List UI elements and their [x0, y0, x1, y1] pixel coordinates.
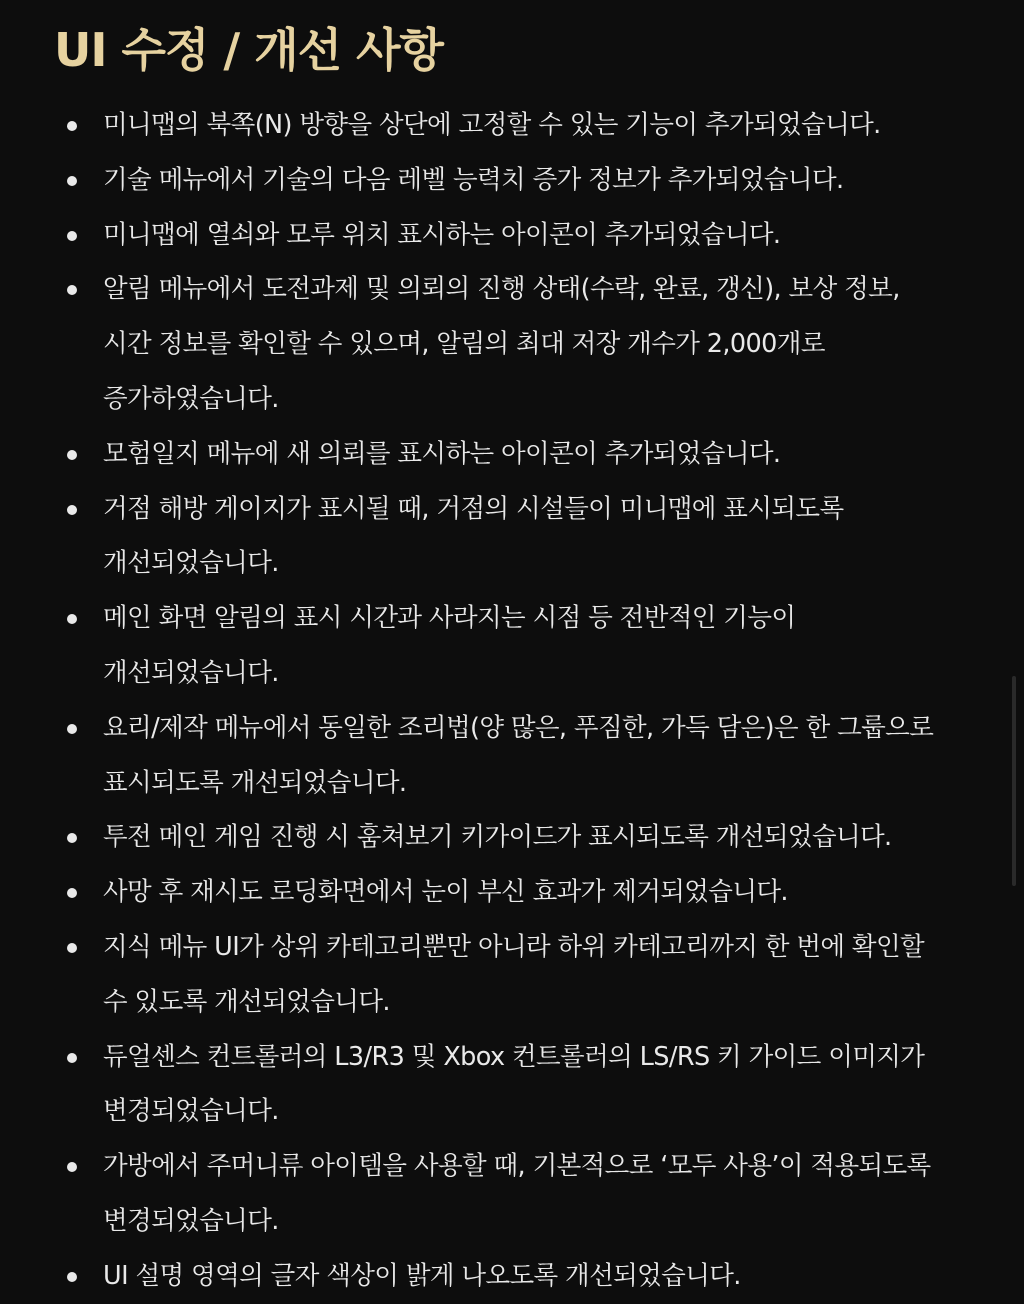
section-title: UI 수정 / 개선 사항 — [54, 23, 443, 77]
bullet-icon — [67, 121, 77, 131]
list-item — [0, 920, 1000, 1030]
bullet-icon — [67, 285, 77, 295]
list-item-text: 개선되었습니다. — [103, 657, 279, 688]
list-item — [0, 1139, 1000, 1249]
list-item-text: 시간 정보를 확인할 수 있으며, 알림의 최대 저장 개수가 2,000개로 — [103, 329, 825, 360]
list-item-text: 수 있도록 개선되었습니다. — [103, 986, 390, 1017]
list-item-text: 표시되도록 개선되었습니다. — [103, 767, 407, 798]
list-item-text: UI 설명 영역의 글자 색상이 밝게 나오도록 개선되었습니다. — [103, 1260, 741, 1291]
list-item — [0, 701, 1000, 811]
bullet-icon — [67, 1272, 77, 1282]
list-item-text: 메인 화면 알림의 표시 시간과 사라지는 시점 등 전반적인 기능이 — [103, 603, 796, 634]
list-item-text: 개선되었습니다. — [103, 548, 279, 579]
list-item — [0, 1249, 1000, 1304]
bullet-icon — [67, 1053, 77, 1063]
list-item — [0, 262, 1000, 426]
list-item — [0, 427, 1000, 482]
list-item-text: 변경되었습니다. — [103, 1096, 279, 1127]
list-item-text: 거점 해방 게이지가 표시될 때, 거점의 시설들이 미니맵에 표시되도록 — [103, 493, 844, 524]
list-item — [0, 591, 1000, 701]
list-item-text: 미니맵에 열쇠와 모루 위치 표시하는 아이콘이 추가되었습니다. — [103, 219, 781, 250]
bullet-icon — [67, 176, 77, 186]
bullet-icon — [67, 505, 77, 515]
list-item-text: 증가하였습니다. — [103, 383, 279, 414]
bullet-icon — [67, 724, 77, 734]
patch-notes-list — [0, 98, 1000, 1304]
list-item-text: 요리/제작 메뉴에서 동일한 조리법(양 많은, 푸짐한, 가득 담은)은 한 그룹으로 — [103, 712, 934, 743]
bullet-icon — [67, 888, 77, 898]
bullet-icon — [67, 943, 77, 953]
list-item-text: 모험일지 메뉴에 새 의뢰를 표시하는 아이콘이 추가되었습니다. — [103, 438, 781, 469]
bullet-icon — [67, 231, 77, 241]
list-item-text: 알림 메뉴에서 도전과제 및 의뢰의 진행 상태(수락, 완료, 갱신), 보상 정보, — [103, 274, 900, 305]
list-item-text: 변경되었습니다. — [103, 1205, 279, 1236]
list-item-text: 투전 메인 게임 진행 시 훔쳐보기 키가이드가 표시되도록 개선되었습니다. — [103, 822, 892, 853]
bullet-icon — [67, 450, 77, 460]
list-item — [0, 865, 1000, 920]
list-item-text: 사망 후 재시도 로딩화면에서 눈이 부신 효과가 제거되었습니다. — [103, 877, 788, 908]
bullet-icon — [67, 833, 77, 843]
list-item-text: 가방에서 주머니류 아이템을 사용할 때, 기본적으로 ‘모두 사용’이 적용되도록 — [103, 1151, 931, 1182]
list-item — [0, 810, 1000, 865]
list-item — [0, 482, 1000, 592]
list-item-text: 기술 메뉴에서 기술의 다음 레벨 능력치 증가 정보가 추가되었습니다. — [103, 164, 844, 195]
list-item — [0, 1030, 1000, 1140]
list-item — [0, 153, 1000, 208]
list-item-text: 지식 메뉴 UI가 상위 카테고리뿐만 아니라 하위 카테고리까지 한 번에 확인할 — [103, 931, 925, 962]
list-item — [0, 98, 1000, 153]
list-item-text: 듀얼센스 컨트롤러의 L3/R3 및 Xbox 컨트롤러의 LS/RS 키 가이드 이미지가 — [103, 1041, 925, 1072]
list-item-text: 미니맵의 북쪽(N) 방향을 상단에 고정할 수 있는 기능이 추가되었습니다. — [103, 110, 881, 140]
scrollbar[interactable] — [1012, 676, 1016, 886]
bullet-icon — [67, 1162, 77, 1172]
list-item — [0, 208, 1000, 263]
bullet-icon — [67, 614, 77, 624]
